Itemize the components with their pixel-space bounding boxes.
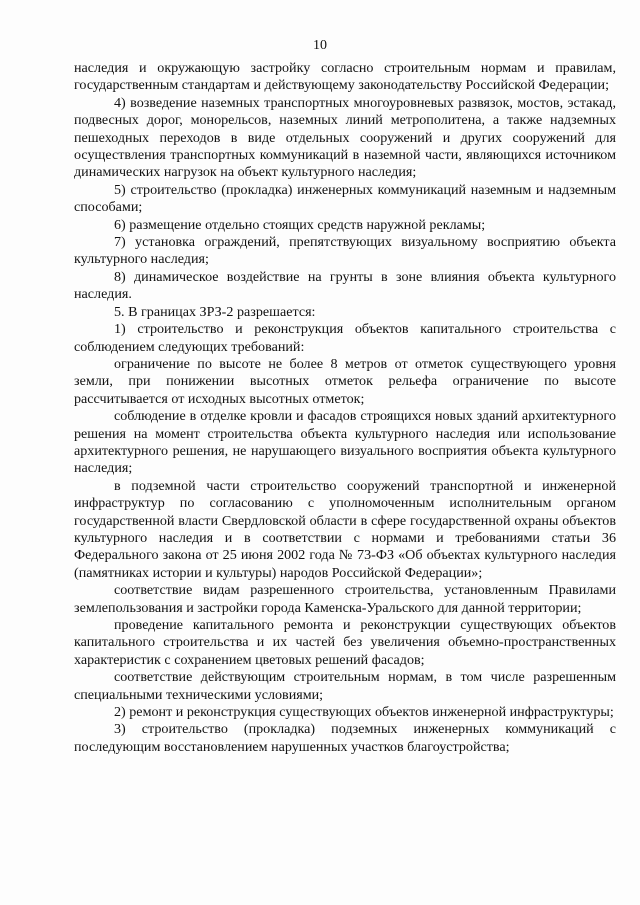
paragraph: в подземной части строительство сооружений транспортной и инженерной инфраструктур по согласованию с уполномоченным исполнительным органом государственной власти Свердловской области в сфере государственной охраны объектов культурного наследия и в соответствии с нормами и требованиями статьи 36 Федерального закона от 25 июня 2002 года № 73-ФЗ «Об объектах культурного наследия (памятниках истории и культуры) народов Российской Федерации»; <box>74 477 616 581</box>
paragraph: соблюдение в отделке кровли и фасадов строящихся новых зданий архитектурного решения на момент строительства объекта культурного наследия или использование архитектурного решения, не нарушающего визуального восприятия объекта культурного наследия; <box>74 408 616 477</box>
page-number: 10 <box>313 38 327 53</box>
paragraph: 8) динамическое воздействие на грунты в зоне влияния объекта культурного наследия. <box>74 268 616 303</box>
paragraph: 4) возведение наземных транспортных многоуровневых развязок, мостов, эстакад, подвесных дорог, монорельсов, наземных линий метрополитена, а также надземных пешеходных переходов в виде отдельных сооружений и других сооружений для осуществления транспортных коммуникаций в наземной части, являющихся источником динамических нагрузок на объект культурного наследия; <box>74 94 616 181</box>
body-text <box>74 60 616 756</box>
paragraph: соответствие действующим строительным нормам, в том числе разрешенным специальными техническими условиями; <box>74 669 616 703</box>
paragraph: наследия и окружающую застройку согласно строительным нормам и правилам, государственным стандартам и действующему законодательству Российской Федерации; <box>74 60 616 94</box>
paragraph: 5. В границах ЗРЗ-2 разрешается: <box>114 303 316 320</box>
paragraph: проведение капитального ремонта и реконструкции существующих объектов капитального строительства и их частей без увеличения объемно-пространственных характеристик с сохранением цветовых решений фасадов; <box>74 617 616 668</box>
paragraph: 7) установка ограждений, препятствующих визуальному восприятию объекта культурного наследия; <box>74 234 616 268</box>
paragraph: ограничение по высоте не более 8 метров от отметок существующего уровня земли, при понижении высотных отметок рельефа ограничение по высоте рассчитывается от исходных высотных отметок; <box>74 355 616 407</box>
paragraph: 6) размещение отдельно стоящих средств наружной рекламы; <box>114 216 486 233</box>
paragraph: 5) строительство (прокладка) инженерных коммуникаций наземным и надземным способами; <box>74 181 616 216</box>
paragraph: 2) ремонт и реконструкция существующих объектов инженерной инфраструктуры; <box>114 704 614 721</box>
paragraph: соответствие видам разрешенного строительства, установленным Правилами землепользования и застройки города Каменска-Уральского для данной территории; <box>74 582 616 616</box>
paragraph: 1) строительство и реконструкция объектов капитального строительства с соблюдением следующих требований: <box>74 321 616 355</box>
paragraph: 3) строительство (прокладка) подземных инженерных коммуникаций с последующим восстановлением нарушенных участков благоустройства; <box>74 721 616 755</box>
